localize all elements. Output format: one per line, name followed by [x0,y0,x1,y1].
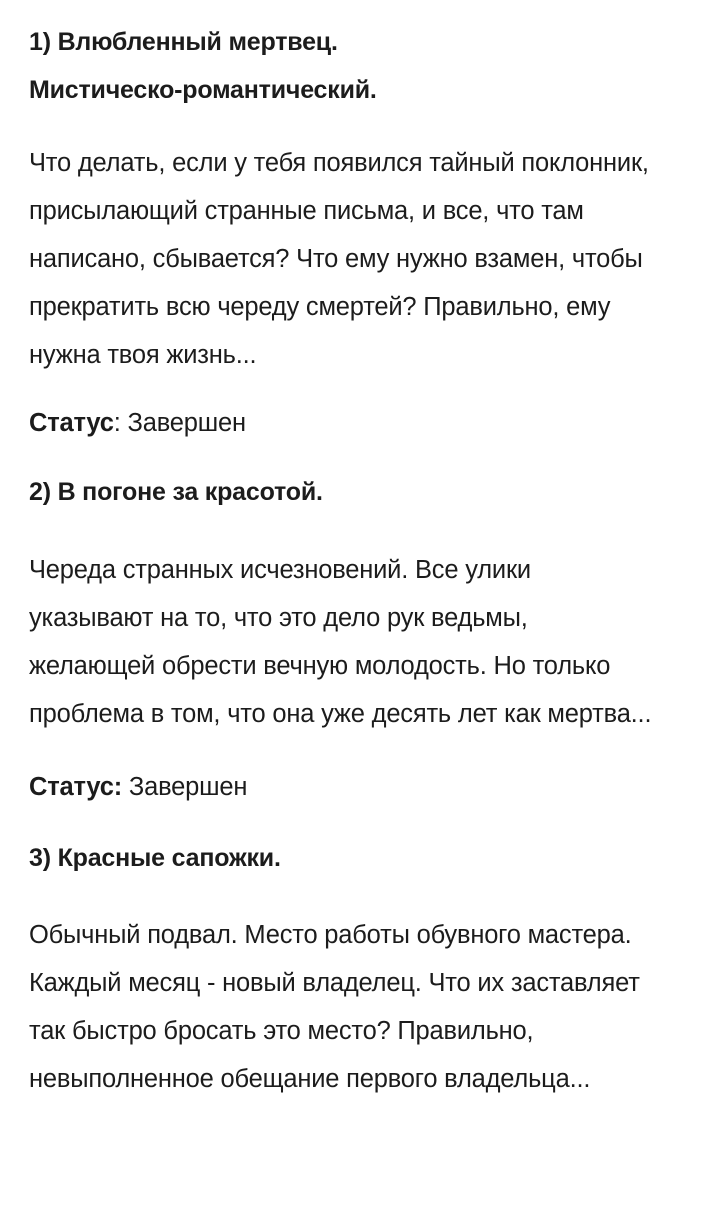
story-description: Череда странных исчезновений. Все улики указывают на то, что это дело рук ведьмы, желающей обрести вечную молодость. Но только проблема в том, что она уже десять лет как мертва... [29,556,652,728]
story-3 [29,834,709,1103]
status-label: Статус: [29,773,123,801]
status-value: Завершен [122,773,248,801]
story-1 [29,18,709,447]
story-list [29,18,709,1103]
story-2 [29,468,709,811]
story-title: 1) Влюбленный мертвец. Мистическо-романтический. [29,28,377,104]
story-title: 3) Красные сапожки. [29,844,281,872]
status-value: : Завершен [113,409,246,437]
story-title: 2) В погоне за красотой. [29,478,323,506]
story-description: Что делать, если у тебя появился тайный поклонник, присылающий странные письма, и все, что там написано, сбывается? Что ему нужно взамен, чтобы прекратить всю череду смертей? Правильно, ему нужна твоя жизнь... [29,149,649,369]
story-status [29,763,709,811]
status-label: Статус [29,409,114,437]
story-status [29,399,709,447]
story-description: Обычный подвал. Место работы обувного мастера. Каждый месяц - новый владелец. Что их заставляет так быстро бросать это место? Правильно, невыполненное обещание первого владельца... [29,921,640,1093]
